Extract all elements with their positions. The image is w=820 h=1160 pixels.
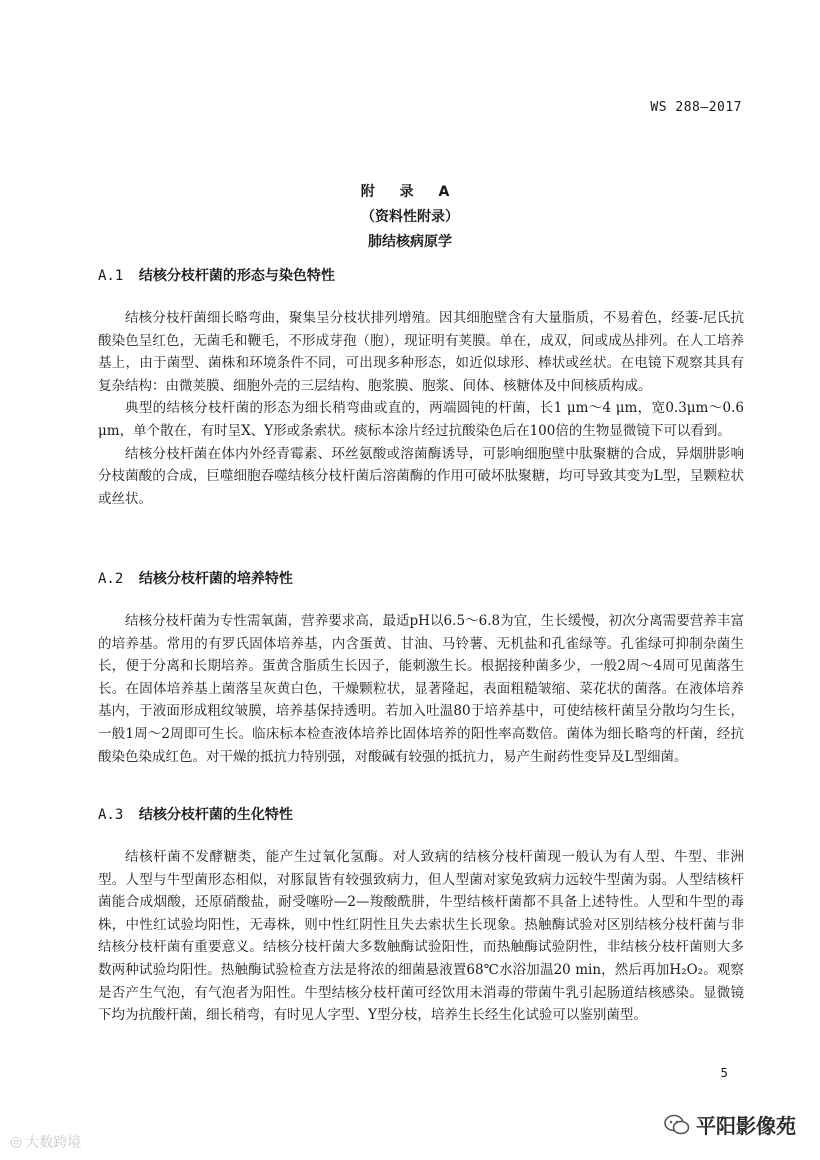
section-title: 结核分枝杆菌的培养特性 xyxy=(138,571,293,587)
watermark-logo-icon: ◎ xyxy=(10,1134,23,1150)
appendix-label: 附 录 A xyxy=(360,184,460,200)
paragraph: 结核分枝杆菌为专性需氧菌，营养要求高，最适pH以6.5～6.8为宜，生长缓慢，初次分离需要营养丰富的培养基。常用的有罗氏固体培养基，内含蛋黄、甘油、马铃薯、无机盐和孔雀绿等。孔雀绿可抑制杂菌生长，便于分离和长期培养。蛋黄含脂质生长因子，能刺激生长。根据接种菌多少，一般2周～4周可见菌落生长。在固体培养基上菌落呈灰黄白色，干燥颗粒状，显著隆起，表面粗糙皱缩、菜花状的菌落。在液体培养基内，于液面形成粗纹皱膜，培养基保持透明。若加入吐温80于培养基中，可使结核杆菌呈分散均匀生长，一般1周～2周即可生长。临床标本检查液体培养比固体培养的阳性率高数倍。菌体为细长略弯的杆菌，经抗酸染色染成红色。对干燥的抵抗力特别强，对酸碱有较强的抵抗力，易产生耐药性变异及L型细菌。 xyxy=(98,613,744,765)
section-heading xyxy=(98,265,744,285)
paragraph: 结核分枝杆菌细长略弯曲，聚集呈分枝状排列增殖。因其细胞壁含有大量脂质，不易着色，经萋-尼氏抗酸染色呈红色，无菌毛和鞭毛，不形成芽孢（胞），现证明有荚膜。单在，成双，间或成丛排列。在人工培养基上，由于菌型、菌株和环境条件不同，可出现多种形态，如近似球形、棒状或丝状。在电镜下观察其具有复杂结构：由微荚膜、细胞外壳的三层结构、胞浆膜、胞浆、间体、核糖体及中间核质构成。 xyxy=(98,310,744,394)
watermark-left-text: 大数跨境 xyxy=(25,1135,82,1151)
appendix-title-block xyxy=(0,180,820,255)
section-number: A.2 xyxy=(98,571,124,587)
paragraph: 结核杆菌不发酵糖类，能产生过氧化氢酶。对人致病的结核分枝杆菌现一般认为有人型、牛型、非洲型。人型与牛型菌形态相似，对豚鼠皆有较强致病力，但人型菌对家兔致病力远较牛型菌为弱。人型结核杆菌能合成烟酸，还原硝酸盐，耐受噻吩—2—羧酸酰肼，牛型结核杆菌都不具备上述特性。人型和牛型的毒株，中性红试验均阳性，无毒株，则中性红阴性且失去索状生长现象。热触酶试验对区别结核分枝杆菌与非结核分枝杆菌有重要意义。结核分枝杆菌大多数触酶试验阳性，而热触酶试验阴性，非结核分枝杆菌则大多数两种试验均阳性。热触酶试验检查方法是将浓的细菌悬液置68℃水浴加温20 min，然后再加H₂O₂。观察是否产生气泡，有气泡者为阳性。牛型结核分枝杆菌可经饮用未消毒的带菌牛乳引起肠道结核感染。显微镜下均为抗酸杆菌，细长稍弯，有时见人字型、Y型分枝，培养生长经生化试验可以鉴别菌型。 xyxy=(98,849,744,1024)
section-a1 xyxy=(98,265,744,510)
section-a2 xyxy=(98,568,744,768)
watermark-right-text: 平阳影像苑 xyxy=(696,1114,796,1138)
paragraph: 典型的结核分枝杆菌的形态为细长稍弯曲或直的，两端圆钝的杆菌，长1 μm～4 μm，宽0.3μm～0.6 μm，单个散在，有时呈X、Y形或条索状。痰标本涂片经过抗酸染色后在100倍的生物显微镜下可以看到。 xyxy=(98,400,744,439)
section-heading xyxy=(98,804,744,824)
watermark-left xyxy=(10,1132,81,1152)
appendix-type: （资料性附录） xyxy=(361,209,459,225)
wechat-icon xyxy=(664,1114,690,1136)
document-code: WS 288—2017 xyxy=(650,100,742,115)
section-number: A.1 xyxy=(98,268,124,284)
section-heading xyxy=(98,568,744,588)
appendix-title: 肺结核病原学 xyxy=(368,234,452,250)
paragraph: 结核分枝杆菌在体内外经青霉素、环丝氨酸或溶菌酶诱导，可影响细胞壁中肽聚糖的合成，异烟肼影响分枝菌酸的合成，巨噬细胞吞噬结核分枝杆菌后溶菌酶的作用可破坏肽聚糖，均可导致其变为L型，呈颗粒状或丝状。 xyxy=(98,445,744,507)
page-number: 5 xyxy=(720,1066,728,1080)
section-title: 结核分枝杆菌的形态与染色特性 xyxy=(138,268,335,284)
watermark-right xyxy=(664,1110,796,1139)
section-a3 xyxy=(98,804,744,1027)
section-number: A.3 xyxy=(98,807,124,823)
section-title: 结核分枝杆菌的生化特性 xyxy=(138,807,293,823)
